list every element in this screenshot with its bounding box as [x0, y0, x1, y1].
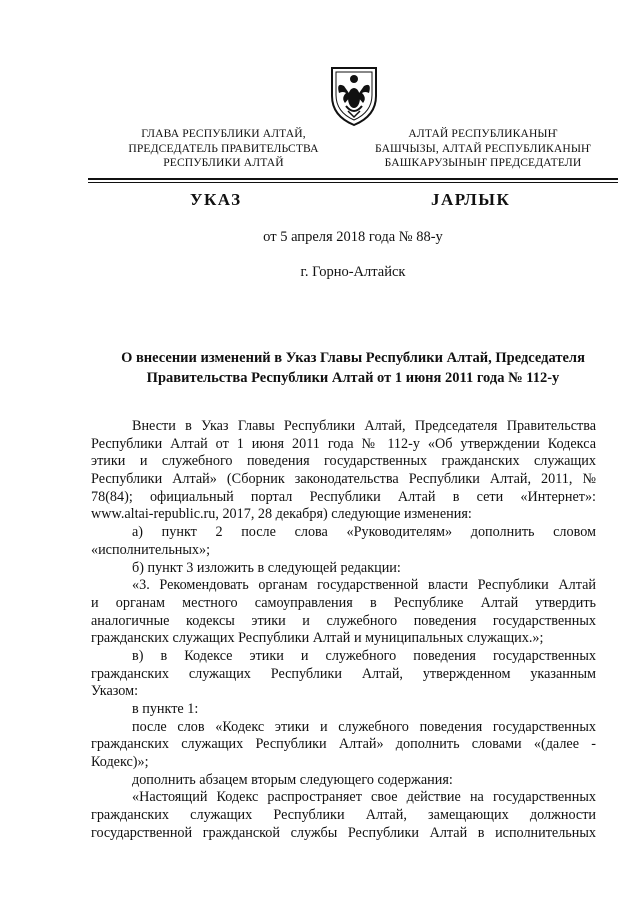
header-left-line: ПРЕДСЕДАТЕЛЬ ПРАВИТЕЛЬСТВА [128, 141, 319, 155]
body-line: в пункте 1: [132, 701, 199, 717]
header-right [352, 127, 614, 171]
doc-type-altai: JАРЛЫК [431, 190, 511, 209]
body-line: «3. Рекомендовать органам государственной власти Республики Алтай [132, 577, 596, 594]
header-left-line: РЕСПУБЛИКИ АЛТАЙ [163, 156, 284, 170]
body-line: гражданских служащих Республики Алтай и муниципальных служащих.»; [91, 630, 544, 647]
document-date: от 5 апреля 2018 года № 88-у [263, 229, 443, 245]
header-divider-thick [88, 178, 618, 180]
header-left-line: ГЛАВА РЕСПУБЛИКИ АЛТАЙ, [141, 127, 306, 140]
body-line: Республики Алтай от 1 июня 2011 года № 112-у «Об утверждении Кодекса [91, 435, 596, 452]
coat-of-arms-icon [326, 62, 382, 128]
body-line: гражданских служащих Республики Алтай, утвержденном указанным [91, 665, 596, 682]
header-divider-thin [88, 182, 618, 183]
body-line: Республики Алтай» (Сборник законодательства Республики Алтай, 2011, № [91, 471, 596, 488]
document-title [88, 349, 618, 388]
header-right-line: БАШЧЫЗЫ, АЛТАЙ РЕСПУБЛИКАНЫҤ [374, 141, 591, 155]
header-right-line: АЛТАЙ РЕСПУБЛИКАНЫҤ [408, 127, 558, 140]
document-city: г. Горно-Алтайск [300, 264, 406, 280]
header-right-line: БАШКАРУЗЫНЫҤ ПРЕДСЕДАТЕЛИ [384, 156, 582, 170]
body-line: www.altai-republic.ru, 2017, 28 декабря) следующие изменения: [91, 506, 472, 523]
body-line: Указом: [91, 683, 139, 700]
body-line: 78(84); официальный портал Республики Алтай в сети «Интернет»: [91, 488, 596, 505]
title-line: О внесении изменений в Указ Главы Республики Алтай, Председателя [121, 350, 585, 366]
document-body [91, 418, 596, 843]
body-line: после слов «Кодекс этики и служебного поведения государственных [132, 718, 596, 735]
body-line: этики и служебного поведения государственных гражданских служащих [91, 453, 596, 470]
header-left [96, 127, 351, 171]
body-line: Внести в Указ Главы Республики Алтай, Председателя Правительства [132, 418, 596, 434]
body-line: гражданских служащих Республики Алтай» дополнить словами «(далее - [91, 736, 596, 753]
body-line: дополнить абзацем вторым следующего содержания: [132, 771, 453, 788]
body-line: а) пункт 2 после слова «Руководителям» дополнить словом [132, 524, 596, 541]
title-line: Правительства Республики Алтай от 1 июня 2011 года № 112-у [146, 369, 560, 386]
body-line: государственной гражданской службы Республики Алтай в исполнительных [91, 824, 596, 841]
body-line: б) пункт 3 изложить в следующей редакции: [132, 559, 401, 576]
body-line: «исполнительных»; [91, 541, 211, 558]
body-line: «Настоящий Кодекс распространяет свое действие на государственных [132, 789, 596, 806]
body-line: аналогичные кодексы этики и служебного поведения государственных [91, 612, 596, 629]
body-line: Кодекс)»; [91, 754, 149, 771]
body-line: и органам местного самоуправления в Республике Алтай утвердить [91, 594, 596, 611]
doc-type-russian: УКАЗ [190, 190, 242, 209]
body-line: в) в Кодексе этики и служебного поведения государственных [132, 647, 596, 664]
body-line: гражданских служащих Республики Алтай, замещающих должности [91, 807, 596, 824]
